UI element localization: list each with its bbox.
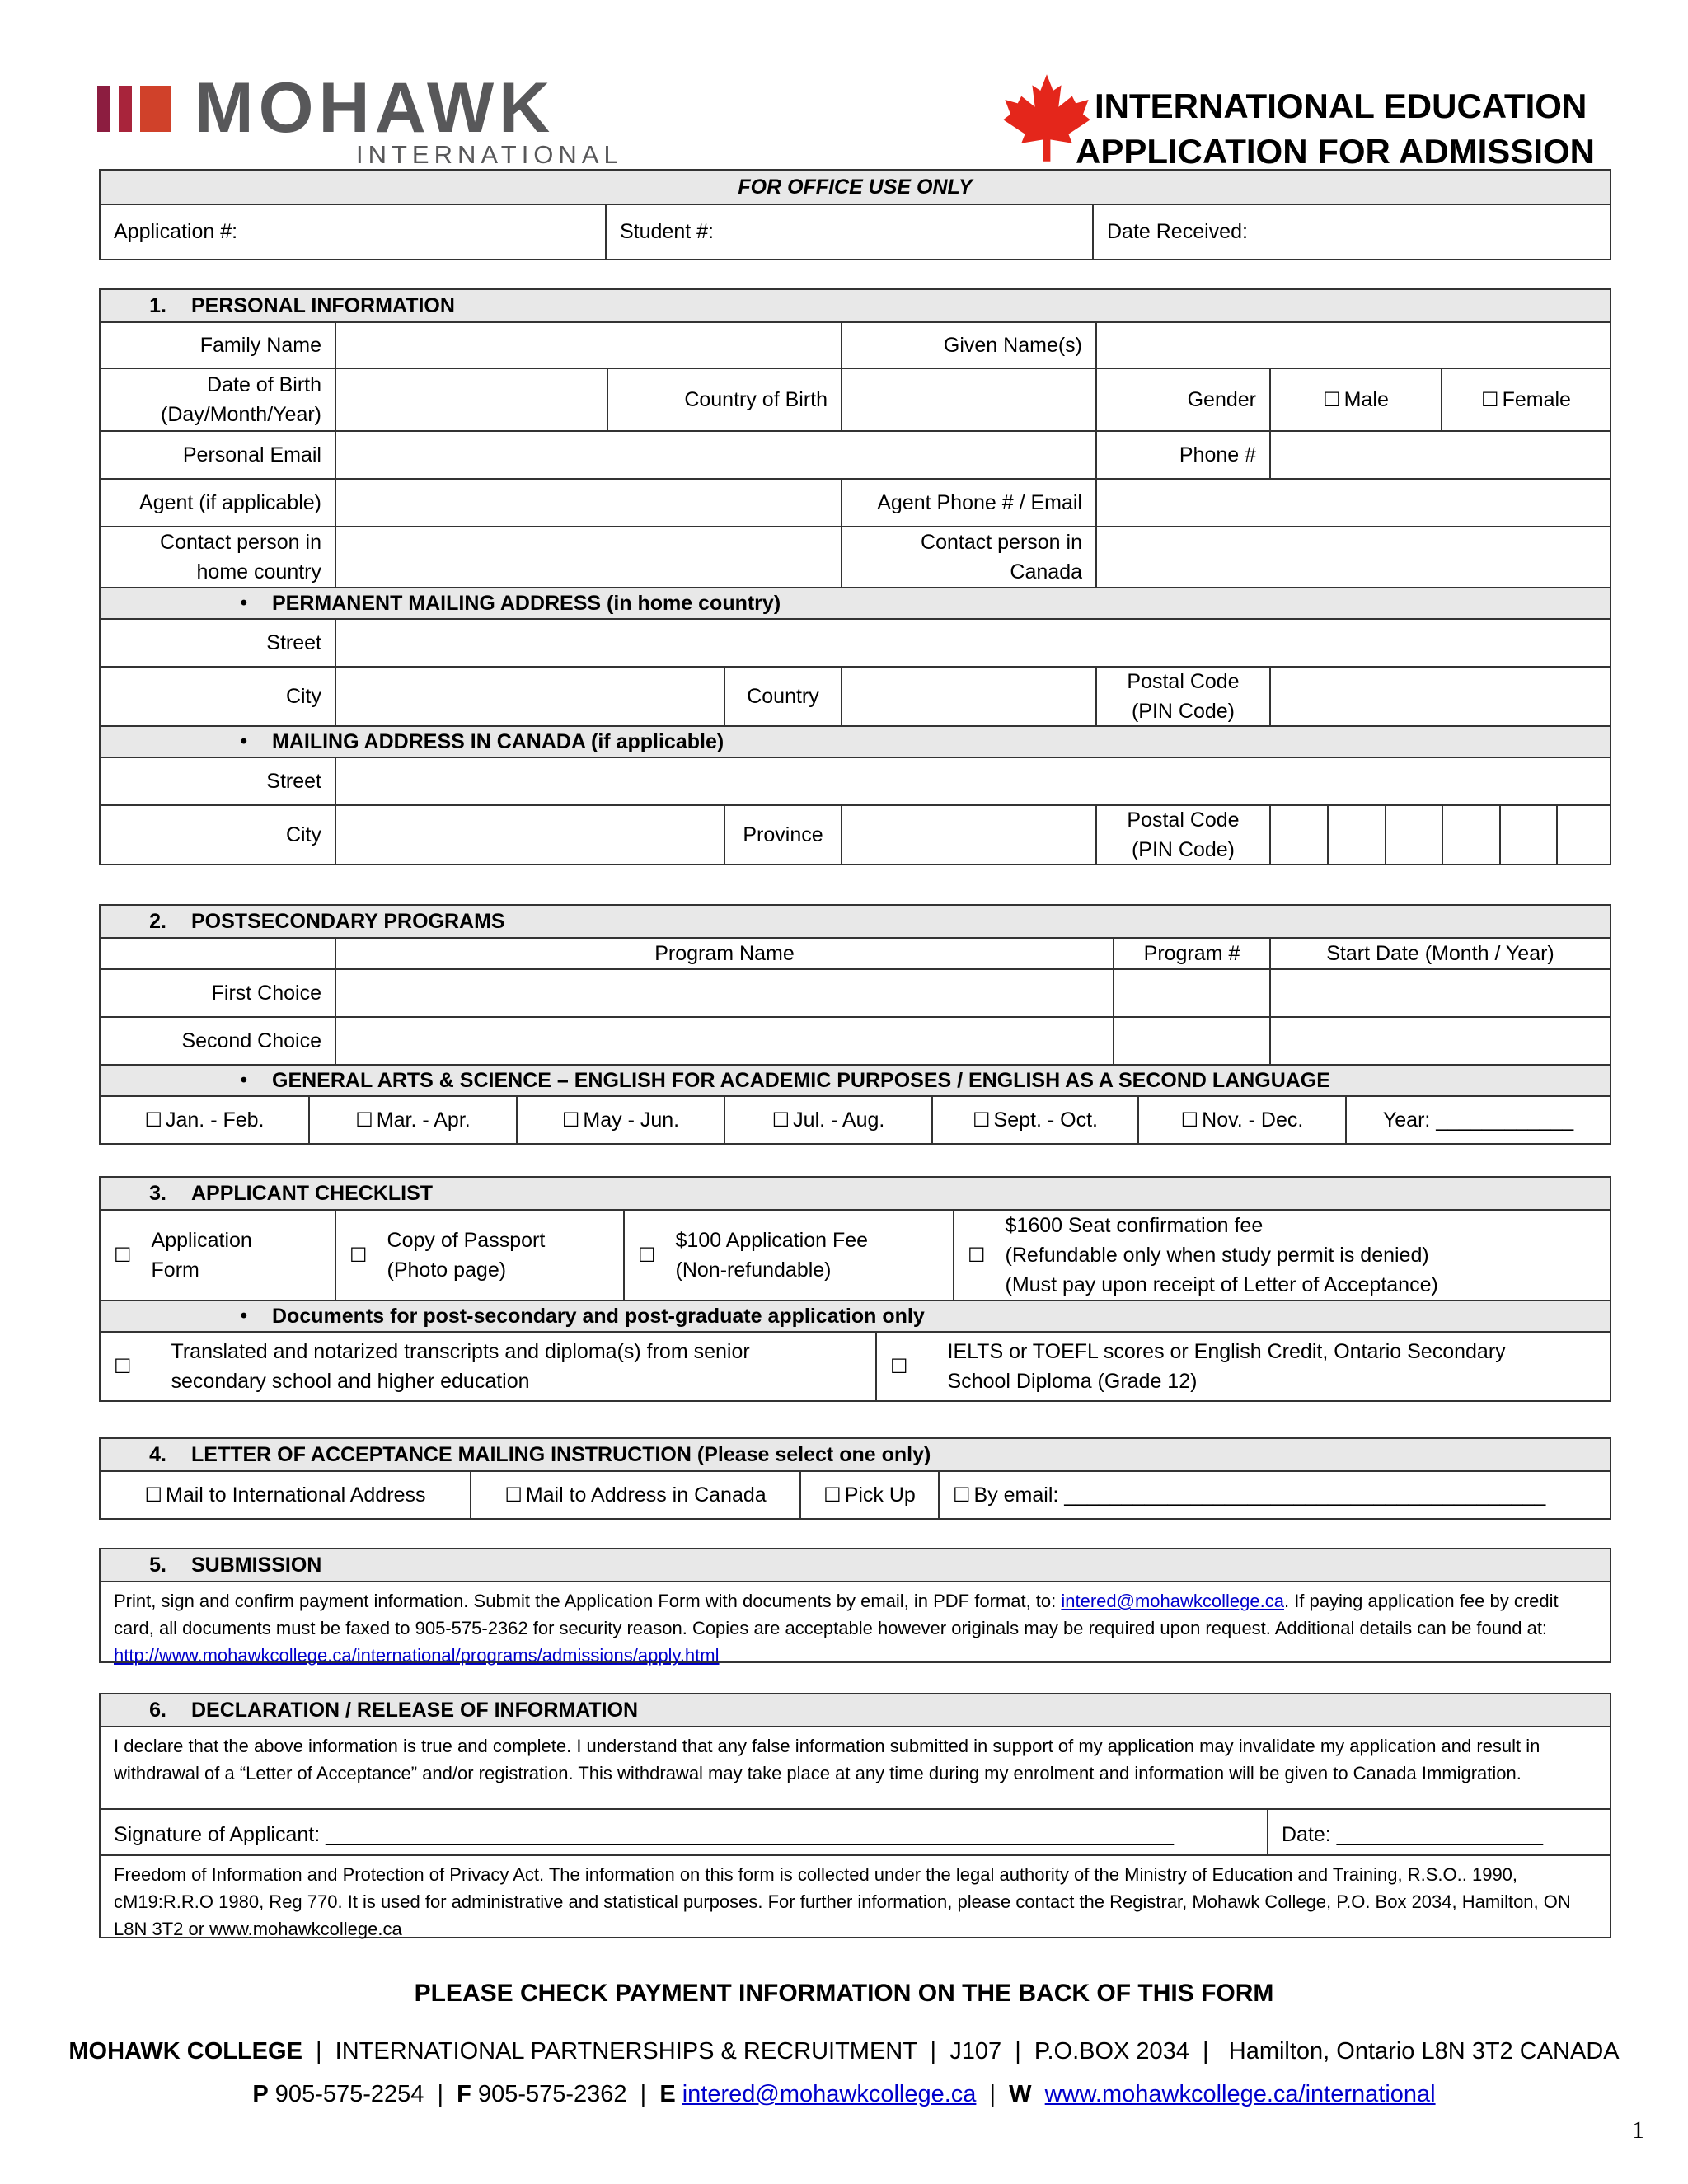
form-title-line2: APPLICATION FOR ADMISSION <box>1076 132 1595 171</box>
mail-international-checkbox[interactable]: ☐ Mail to International Address <box>144 1483 426 1507</box>
footer-address: MOHAWK COLLEGE | INTERNATIONAL PARTNERSHIPS & RECRUITMENT | J107 | P.O.BOX 2034 | Hamilton, Ontario L8N 3T2 CANADA <box>68 2038 1620 2064</box>
canada-postal-char-3[interactable] <box>1385 806 1442 864</box>
canada-postal-label: Postal Code (PIN Code) <box>1095 806 1269 864</box>
term-year-field[interactable]: Year: ____________ <box>1345 1097 1610 1143</box>
docs-title: Documents for post-secondary and post-graduate application only <box>272 1304 925 1328</box>
privacy-notice: Freedom of Information and Protection of Privacy Act. The information on this form is collected under the legal authority of the Ministry of Education and Training, R.S.O.. 1990, cM19:R.R.O 1980, Reg 770. It is used for administrative and statistical purposes. For further information, please contact the Registrar, Mohawk College, P.O. Box 2034, Hamilton, ON L8N 3T2 or www.mohawkcollege.ca <box>114 1864 1571 1939</box>
checklist-title: APPLICANT CHECKLIST <box>191 1181 434 1205</box>
programs-title: POSTSECONDARY PROGRAMS <box>191 909 505 933</box>
footer-contacts: P 905-575-2254 | F 905-575-2362 | E intered@mohawkcollege.ca | W www.mohawkcollege.ca/international <box>252 2081 1436 2107</box>
agent-phone-input[interactable] <box>1095 480 1610 526</box>
start-date-header: Start Date (Month / Year) <box>1269 939 1610 968</box>
canada-postal-char-4[interactable] <box>1442 806 1499 864</box>
program-name-header: Program Name <box>335 939 1113 968</box>
contact-canada-label: Contact person in Canada <box>841 527 1095 587</box>
declaration-text: I declare that the above information is true and complete. I understand that any false information submitted in support of my application may invalidate my application and result in withdrawal of a “Letter of Acceptance” and/or registration. This withdrawal may take place at any time during my enrolment and information will be given to Canada Immigration. <box>114 1736 1540 1783</box>
perm-postal-label: Postal Code (PIN Code) <box>1095 668 1269 725</box>
perm-city-label: City <box>285 684 321 708</box>
phone-input[interactable] <box>1269 432 1610 478</box>
contact-home-input[interactable] <box>335 527 841 587</box>
gender-label: Gender <box>1095 369 1269 430</box>
canada-street-label: Street <box>266 769 321 793</box>
personal-email-input[interactable] <box>335 432 1095 478</box>
pick-up-checkbox[interactable]: ☐ Pick Up <box>799 1472 938 1518</box>
checkbox-icon[interactable]: ☐ <box>968 1243 986 1267</box>
checkbox-icon[interactable]: ☐ <box>890 1354 908 1378</box>
canada-postal-char-1[interactable] <box>1269 806 1327 864</box>
checklist-transcripts[interactable]: ☐ Translated and notarized transcripts and diploma(s) from senior secondary school and higher education <box>114 1339 750 1393</box>
permanent-address-title: PERMANENT MAILING ADDRESS (in home country) <box>272 591 781 615</box>
checklist-application-form[interactable]: ☐ Application Form <box>114 1228 252 1282</box>
submission-section: 5. SUBMISSION Print, sign and confirm payment information. Submit the Application Form with documents by email, in PDF format, to: intered@mohawkcollege.ca. If paying application fee by credit card, all documents must be faxed to 905-575-2362 for security reason. Copies are acceptable however originals may be required upon request. Additional details can be found at: http://www.mohawkcollege.ca/international/programs/admissions/apply.html <box>99 1548 1611 1663</box>
checklist-passport[interactable]: ☐ Copy of Passport (Photo page) <box>335 1211 623 1300</box>
dob-input[interactable] <box>335 369 607 430</box>
second-choice-start-input[interactable] <box>1269 1018 1610 1064</box>
first-choice-start-input[interactable] <box>1269 970 1610 1016</box>
first-choice-label: First Choice <box>211 981 321 1005</box>
second-choice-label: Second Choice <box>181 1029 321 1052</box>
date-received-field[interactable]: Date Received: <box>1092 205 1610 259</box>
personal-email-label: Personal Email <box>182 443 321 466</box>
canada-province-label: Province <box>724 806 841 864</box>
checkbox-icon[interactable]: ☐ <box>349 1243 368 1267</box>
canada-postal-char-2[interactable] <box>1327 806 1385 864</box>
checklist-ielts[interactable]: ☐ IELTS or TOEFL scores or English Credit, Ontario Secondary School Diploma (Grade 12) <box>875 1333 1610 1400</box>
gender-male-checkbox[interactable]: ☐ Male <box>1269 369 1441 430</box>
term-nov-dec-checkbox[interactable]: ☐ Nov. - Dec. <box>1137 1097 1345 1143</box>
submission-url-link[interactable]: http://www.mohawkcollege.ca/international/programs/admissions/apply.html <box>114 1645 720 1666</box>
perm-country-input[interactable] <box>841 668 1095 725</box>
by-email-checkbox[interactable]: ☐ By email: __________________________________________ <box>938 1472 1610 1518</box>
declaration-date-field[interactable]: Date: __________________ <box>1267 1810 1610 1854</box>
contact-canada-input[interactable] <box>1095 527 1610 587</box>
payment-notice: PLEASE CHECK PAYMENT INFORMATION ON THE BACK OF THIS FORM <box>414 1980 1274 2007</box>
personal-info-title: PERSONAL INFORMATION <box>191 293 455 317</box>
checklist-seat-fee[interactable]: ☐ $1600 Seat confirmation fee (Refundable only when study permit is denied) (Must pay upon receipt of Letter of Acceptance) <box>953 1211 1610 1300</box>
letter-instruction-section: 4. LETTER OF ACCEPTANCE MAILING INSTRUCTION (Please select one only) ☐ Mail to International Address ☐ Mail to Address in Canada ☐ Pick Up ☐ By email: __________________________________________ <box>99 1437 1611 1520</box>
gender-female-checkbox[interactable]: ☐ Female <box>1441 369 1610 430</box>
office-use-section <box>99 169 1611 260</box>
footer-web-link[interactable]: www.mohawkcollege.ca/international <box>1044 2081 1436 2107</box>
perm-country-label: Country <box>724 668 841 725</box>
term-may-jun-checkbox[interactable]: ☐ May - Jun. <box>516 1097 724 1143</box>
canada-city-input[interactable] <box>335 806 724 864</box>
personal-information-section: 1. PERSONAL INFORMATION Family Name Given Name(s) Date of Birth (Day/Month/Year) Country of Birth Gender ☐ Male ☐ Female Personal Email Phone # Agent (if applicable) Agent Phone # / Email Contact person in home country Contact person in Canada • PERMANENT MAILING ADDRESS (in home country) Street City Country Postal Code (PIN Code) • MAILING ADDRESS IN CANADA (if applicable) Street City Province Postal Code (PIN Code) <box>99 288 1611 865</box>
applicant-checklist-section: 3. APPLICANT CHECKLIST ☐ Application Form ☐ Copy of Passport (Photo page) ☐ $100 Application Fee (Non-refundable) ☐ $1600 Seat confirmation fee (Refundable only when study permit is denied) (Must pay upon receipt of Letter of Acceptance) • Documents for post-secondary and post-graduate application only ☐ Translated and notarized transcripts and diploma(s) from senior secondary school and higher education ☐ IELTS or TOEFL scores or English Credit, Ontario Secondary School Diploma (Grade 12) <box>99 1176 1611 1402</box>
submission-title: SUBMISSION <box>191 1553 322 1577</box>
gas-esl-title: GENERAL ARTS & SCIENCE – ENGLISH FOR ACADEMIC PURPOSES / ENGLISH AS A SECOND LANGUAGE <box>272 1068 1330 1092</box>
signature-field[interactable]: Signature of Applicant: __________________________________________________________________________ <box>114 1822 1174 1846</box>
term-mar-apr-checkbox[interactable]: ☐ Mar. - Apr. <box>308 1097 516 1143</box>
canada-street-input[interactable] <box>335 758 1610 804</box>
family-name-input[interactable] <box>335 323 841 368</box>
logo-subtitle: INTERNATIONAL <box>356 140 623 169</box>
perm-postal-input[interactable] <box>1269 668 1610 725</box>
first-choice-program-input[interactable] <box>335 970 1113 1016</box>
submission-email-link[interactable]: intered@mohawkcollege.ca <box>1061 1591 1284 1611</box>
programs-header-blank <box>101 939 335 968</box>
mail-canada-checkbox[interactable]: ☐ Mail to Address in Canada <box>470 1472 799 1518</box>
perm-street-input[interactable] <box>335 620 1610 666</box>
phone-label: Phone # <box>1095 432 1269 478</box>
programs-section: 2. POSTSECONDARY PROGRAMS Program Name Program # Start Date (Month / Year) First Choice Second Choice • GENERAL ARTS & SCIENCE – ENGLISH FOR ACADEMIC PURPOSES / ENGLISH AS A SECOND LANGUAGE ☐ Jan. - Feb. ☐ Mar. - Apr. ☐ May - Jun. ☐ Jul. - Aug. ☐ Sept. - Oct. ☐ Nov. - Dec. Year: ____________ <box>99 904 1611 1145</box>
term-jan-feb-checkbox[interactable]: ☐ Jan. - Feb. <box>144 1108 265 1132</box>
agent-input[interactable] <box>335 480 841 526</box>
checkbox-icon[interactable]: ☐ <box>638 1243 656 1267</box>
agent-phone-label: Agent Phone # / Email <box>841 480 1095 526</box>
checkbox-icon[interactable]: ☐ <box>114 1243 132 1267</box>
declaration-section: 6. DECLARATION / RELEASE OF INFORMATION I declare that the above information is true and complete. I understand that any false information submitted in support of my application may invalidate my application and result in withdrawal of a “Letter of Acceptance” and/or registration. This withdrawal may take place at any time during my enrolment and information will be given to Canada Immigration. Signature of Applicant: __________________________________________________________________________ Date: __________________ Freedom of Information and Protection of Privacy Act. The information on this form is collected under the legal authority of the Ministry of Education and Training, R.S.O.. 1990, cM19:R.R.O 1980, Reg 770. It is used for administrative and statistical purposes. For further information, please contact the Registrar, Mohawk College, P.O. Box 2034, Hamilton, ON L8N 3T2 or www.mohawkcollege.ca <box>99 1693 1611 1938</box>
agent-label: Agent (if applicable) <box>139 490 321 514</box>
checkbox-icon[interactable]: ☐ <box>114 1354 132 1378</box>
footer-email-link[interactable]: intered@mohawkcollege.ca <box>682 2081 977 2107</box>
form-title-line1: INTERNATIONAL EDUCATION <box>1095 87 1587 125</box>
dob-label: Date of Birth (Day/Month/Year) <box>161 373 321 426</box>
application-number-field[interactable]: Application #: <box>114 220 238 244</box>
country-of-birth-label: Country of Birth <box>607 369 841 430</box>
perm-city-input[interactable] <box>335 668 724 725</box>
family-name-label: Family Name <box>199 333 321 357</box>
page-number: 1 <box>1632 2116 1644 2144</box>
contact-home-label: Contact person in home country <box>160 530 321 583</box>
canada-province-input[interactable] <box>841 806 1095 864</box>
term-sept-oct-checkbox[interactable]: ☐ Sept. - Oct. <box>931 1097 1137 1143</box>
canada-postal-char-5[interactable] <box>1499 806 1556 864</box>
term-jul-aug-checkbox[interactable]: ☐ Jul. - Aug. <box>724 1097 931 1143</box>
declaration-title: DECLARATION / RELEASE OF INFORMATION <box>191 1698 639 1722</box>
given-names-label: Given Name(s) <box>841 323 1095 368</box>
second-choice-program-input[interactable] <box>335 1018 1113 1064</box>
first-choice-number-input[interactable] <box>1113 970 1269 1016</box>
canada-postal-char-6[interactable] <box>1556 806 1610 864</box>
given-names-input[interactable] <box>1095 323 1610 368</box>
student-number-field[interactable]: Student #: <box>605 205 1092 259</box>
checklist-application-fee[interactable]: ☐ $100 Application Fee (Non-refundable) <box>623 1211 953 1300</box>
perm-street-label: Street <box>266 630 321 654</box>
second-choice-number-input[interactable] <box>1113 1018 1269 1064</box>
office-use-title: FOR OFFICE USE ONLY <box>738 175 973 199</box>
country-of-birth-input[interactable] <box>841 369 1095 430</box>
letter-title: LETTER OF ACCEPTANCE MAILING INSTRUCTION (Please select one only) <box>191 1442 931 1466</box>
canada-address-title: MAILING ADDRESS IN CANADA (if applicable) <box>272 729 724 753</box>
logo-wordmark: MOHAWK <box>195 68 556 148</box>
submission-text: Print, sign and confirm payment information. Submit the Application Form with documents by email, in PDF format, to: intered@mohawkcollege.ca. If paying application fee by credit card, all documents must be faxed to 905-575-2362 for security reason. Copies are acceptable however originals may be required upon request. Additional details can be found at: http://www.mohawkcollege.ca/international/programs/admissions/apply.html <box>114 1591 1559 1666</box>
program-number-header: Program # <box>1113 939 1269 968</box>
canada-city-label: City <box>285 823 321 846</box>
